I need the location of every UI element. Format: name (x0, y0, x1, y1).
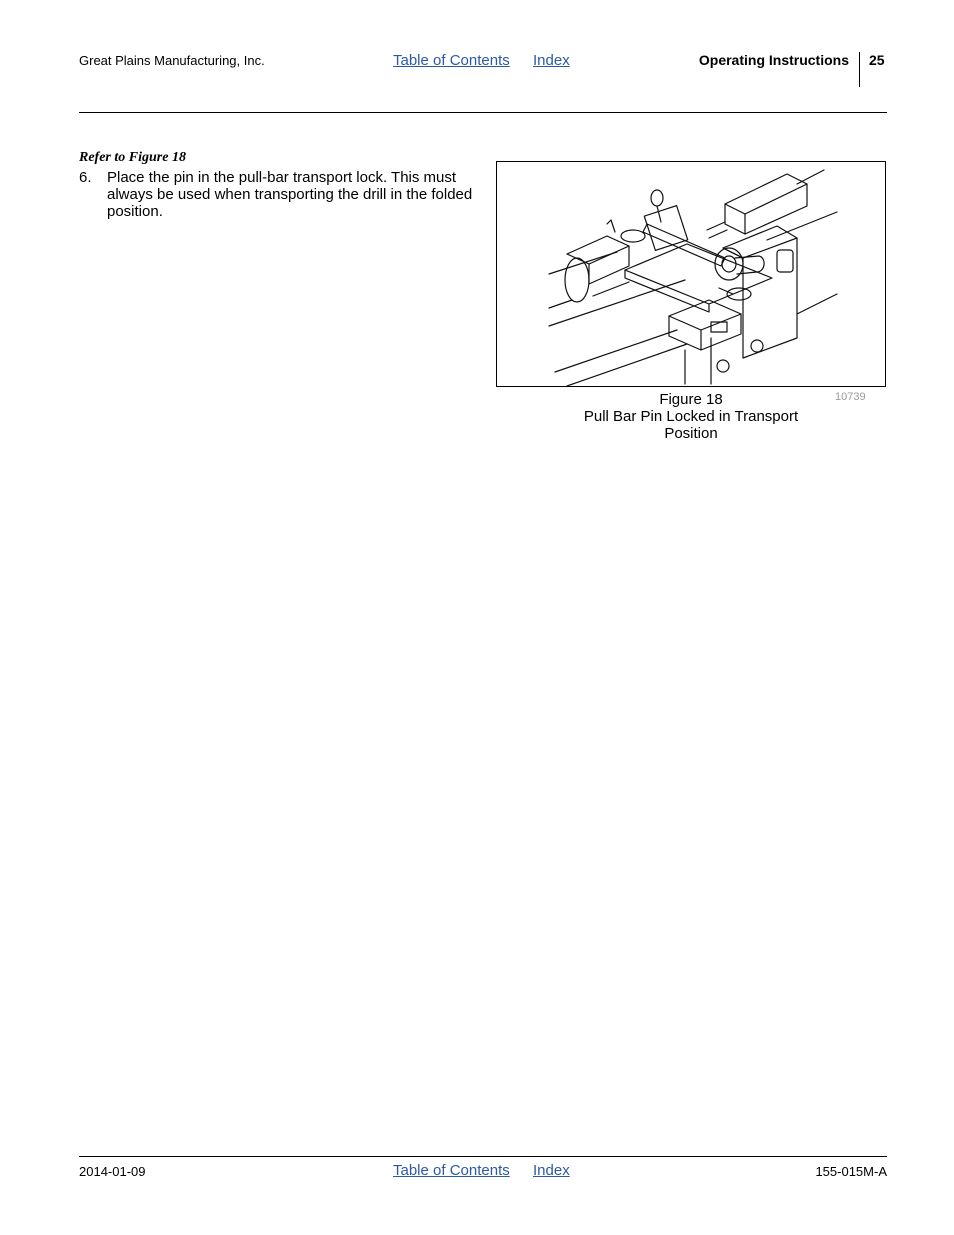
bolt-head (717, 360, 729, 372)
lower-tube-slot (711, 322, 727, 332)
upright-plate-edge (723, 238, 797, 258)
cotter-pin-ring (727, 288, 751, 300)
header-toc-link[interactable]: Table of Contents (393, 52, 510, 69)
cotter-pin-stem (719, 288, 733, 294)
header-index-link[interactable]: Index (533, 52, 570, 69)
figure-caption (566, 391, 816, 442)
frame-line (567, 344, 687, 386)
lower-tube (669, 300, 741, 350)
pin-head-inner (722, 256, 736, 272)
threaded-rod (707, 222, 727, 238)
lock-plate-edge (625, 270, 709, 312)
bolt-head (751, 340, 763, 352)
frame-line (797, 294, 837, 314)
header-divider (859, 52, 860, 87)
cotter-pin-ring (621, 230, 645, 242)
lower-tube-edge (669, 314, 741, 330)
header-rule (79, 112, 887, 113)
footer-toc-link[interactable]: Table of Contents (393, 1162, 510, 1179)
page-number: 25 (869, 52, 885, 68)
frame-line (549, 300, 572, 308)
frame-line (549, 252, 617, 274)
footer-date: 2014-01-09 (79, 1164, 146, 1179)
footer-rule (79, 1156, 887, 1157)
upright-plate (723, 226, 797, 358)
left-tube-edge (593, 282, 629, 296)
figure-id: 10739 (835, 391, 866, 403)
figure-label: Figure 18 (659, 391, 723, 408)
step-number: 6. (79, 169, 92, 186)
cotter-pin-tip (607, 220, 615, 232)
frame-line (797, 170, 824, 184)
section-title: Operating Instructions (698, 52, 849, 68)
figure-caption-line1: Pull Bar Pin Locked in Transport (583, 408, 799, 425)
pull-bar-drawing (497, 162, 885, 386)
plate-lug (777, 250, 793, 272)
lock-plate (625, 244, 772, 304)
figure-caption-line2: Position (664, 425, 718, 442)
figure-reference: Refer to Figure 18 (79, 150, 186, 165)
footer-doc-number: 155-015M-A (815, 1164, 887, 1179)
frame-line (555, 330, 677, 372)
figure-18-illustration (496, 161, 886, 387)
upper-tube-edge (725, 184, 807, 214)
step-text: Place the pin in the pull-bar transport lock. This must always be used when transporting the drill in the folded position. (107, 169, 473, 220)
cotter-pin-top (651, 190, 663, 206)
pin-bracket (644, 206, 687, 251)
footer-index-link[interactable]: Index (533, 1162, 570, 1179)
pin-head (715, 248, 743, 280)
cotter-pin-stem (657, 206, 661, 222)
company-name: Great Plains Manufacturing, Inc. (79, 53, 265, 68)
left-tube-edge (567, 246, 629, 264)
